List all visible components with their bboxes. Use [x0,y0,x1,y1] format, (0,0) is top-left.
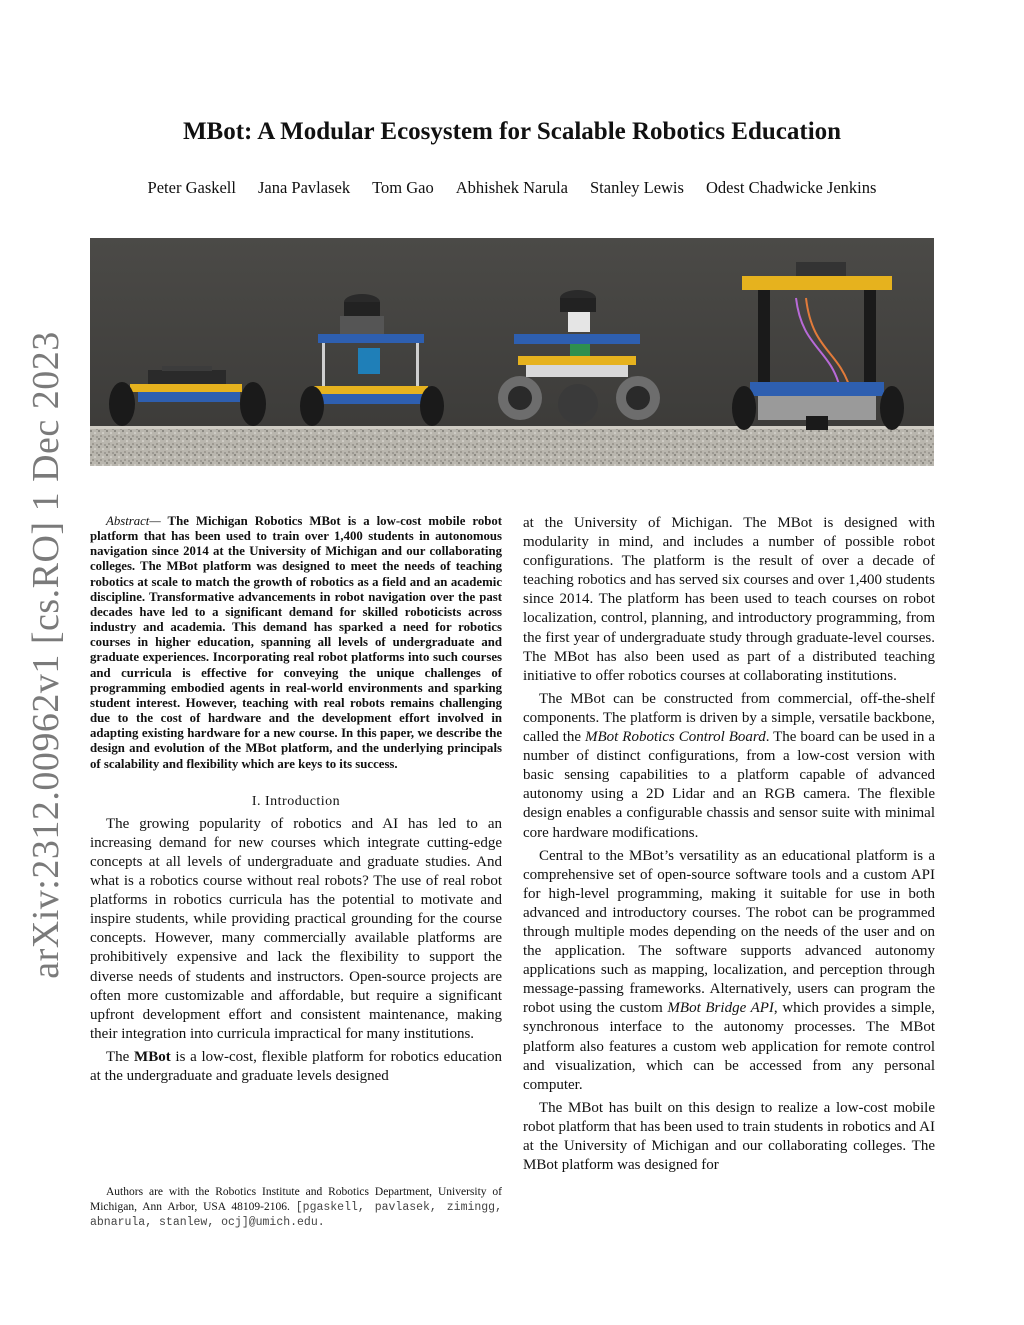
footnote-text: Authors are with the Robotics Institute and Robotics Department, University of Michigan, Ann Arbor, USA 48109-2106. [90,1186,502,1213]
intro-paragraph-1: The growing popularity of robotics and AI has led to an increasing demand for new courses which integrate cutting-edge concepts at all levels of undergraduate and graduate studies. And what is a robotics course without real robots? The use of real robot platforms in robotics curricula has the potential to motivate and inspire students, while providing practical grounding for the course concepts. However, many commercially available platforms are prohibitively expensive and lack the flexibility to support the diverse needs of students and instructors. Open-source projects are often more customizable and affordable, but require a significant upfront development effort and consistent maintenance, making their integration into curricula impractical for many institutions. [90,815,502,1042]
bridge-api-name: MBot Bridge API [667,1000,774,1017]
author: Stanley Lewis [590,178,684,197]
robots-figure [90,238,934,466]
text-run: The [106,1048,135,1065]
text-run: , which provides a simple, synchronous interface to the autonomy processes. The MBot platform also features a custom web application for remote control and visualization, which can be accessed from any personal computer. [523,1000,935,1093]
robots-photo [90,238,934,466]
abstract: Abstract— The Michigan Robotics MBot is a low-cost mobile robot platform that has been used to train over 1,400 students in autonomous navigation since 2014 at the University of Michigan and our collaborating colleges. The MBot platform was designed to meet the needs of teaching robotics at scale to match the growth of robotics as a field and an academic discipline. Transformative advancements in robot navigation over the past decades have led to a significant demand for skilled roboticists across industry and academia. This demand has sparked a need for robotics courses in higher education, spanning all levels of undergraduate and graduate experiences. Incorporating real robot platforms into such courses and curricula is effective for conveying the unique challenges of programming embodied agents in real-world environments and sparking student interest. However, teaching with real robots remains challenging due to the cost of hardware and the development effort involved in adapting existing hardware for a new course. In this paper, we describe the design and evolution of the MBot platform, and the underlying principals of scalability and flexibility which are keys to its success. [90,514,502,771]
arxiv-sidebar [0,0,90,1325]
control-board-name: MBot Robotics Control Board [585,729,766,746]
intro-paragraph-2 [90,1048,502,1086]
author: Odest Chadwicke Jenkins [705,178,877,197]
abstract-label: Abstract [106,514,150,528]
text-run: The MBot can be constructed from commercial, off-the-shelf components. The platform is driven by a simple, versatile backbone, called the [523,690,935,746]
arxiv-identifier: arXiv:2312.00962v1 [cs.RO] 1 Dec 2023 [25,331,67,979]
right-paragraph-3 [523,847,935,1095]
text-run: . The board can be used in a number of distinct configurations, from a low-cost version with basic sensing capabilities to a platform capable of advanced autonomy using a 2D Lidar and an RGB camera. The flexible design enables a configurable chassis and sensor suite with minimal core hardware modifications. [523,729,935,841]
left-column [90,514,502,1086]
text-run: is a low-cost, flexible platform for robotics education at the undergraduate and graduate levels designed [90,1048,502,1084]
author: Abhishek Narula [455,178,568,197]
author: Tom Gao [372,178,434,197]
author-list [90,178,934,198]
mbot-name: MBot [134,1048,171,1065]
paper-title: MBot: A Modular Ecosystem for Scalable Robotics Education [182,118,842,145]
right-column [523,514,935,1175]
abstract-text: The Michigan Robotics MBot is a low-cost mobile robot platform that has been used to train over 1,400 students in autonomous navigation since 2014 at the University of Michigan and our collaborating colleges. The MBot platform was designed to meet the needs of teaching robotics at scale to match the growth of robotics as a field and an academic discipline. Transformative advancements in robot navigation over the past decades have led to a significant demand for skilled roboticists across industry and academia. This demand has sparked a need for robotics courses in higher education, spanning all levels of undergraduate and graduate experiences. Incorporating real robot platforms into such courses and curricula is effective for conveying the unique challenges of programming embodied agents in real-world environments and sparking student interest. However, teaching with real robots remains challenging due to the cost of hardware and the development effort involved in adapting existing hardware for a new course. In this paper, we describe the design and evolution of the MBot platform, and the underlying principals of scalability and flexibility which are keys to its success. [90,514,502,771]
section-heading-introduction: I. Introduction [251,793,341,809]
right-paragraph-4: The MBot has built on this design to realize a low-cost mobile robot platform that has been used to train students in robotics and AI at the University of Michigan and our collaborating colleges. The MBot platform was designed for [523,1099,935,1174]
text-run: Central to the MBot’s versatility as an educational platform is a comprehensive set of open-source software tools and a custom API for high-level programming, making it suitable for use in both advanced and introductory courses. The robot can be programmed through multiple modes depending on the needs of the user and on the application. The software supports advanced autonomy applications such as mapping, localization, and perception through message-passing frameworks. Alternatively, users can program the robot using the custom [523,847,935,1017]
author-footnote [90,1185,502,1231]
right-paragraph-1: at the University of Michigan. The MBot is designed with modularity in mind, and includes a number of possible robot configurations. The platform is the result of over a decade of teaching robotics and has served six courses and over 1,400 students since 2014. The platform has been used to teach courses on robot localization, control, planning, and introductory programming, from the first year of undergraduate study through graduate-level courses. The MBot has also been used as part of a distributed teaching initiative to offer robotics courses at collaborating institutions. [523,515,935,684]
right-paragraph-2 [523,690,935,843]
author: Peter Gaskell [147,178,236,197]
author: Jana Pavlasek [257,178,351,197]
footnote-emails: [pgaskell, pavlasek, zimingg, abnarula, stanlew, ocj]@umich.edu. [90,1200,502,1229]
